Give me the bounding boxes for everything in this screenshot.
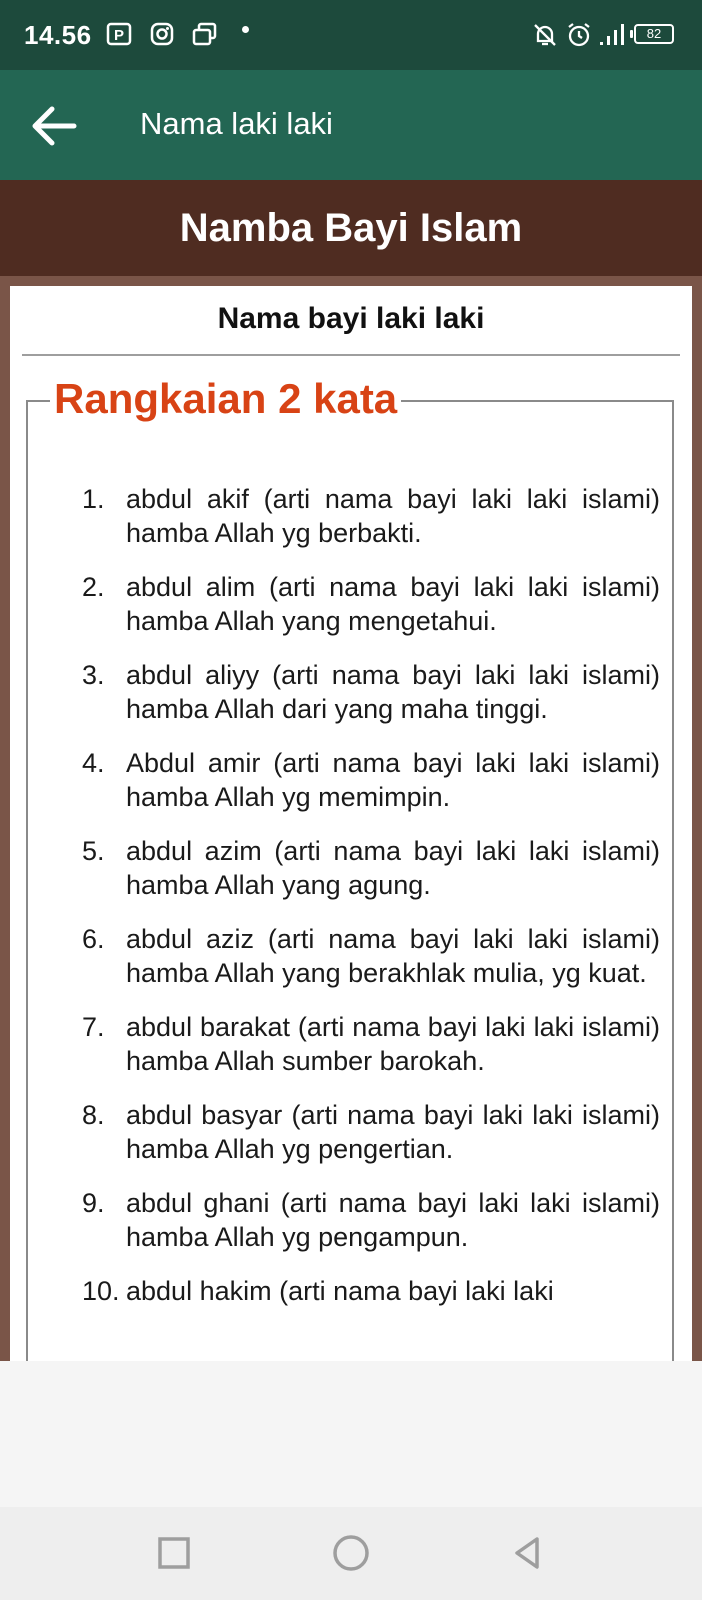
parking-p-icon [106,22,132,46]
item-text: Abdul amir (arti nama bayi laki laki islami) hamba Allah yg memimpin. [126,748,660,812]
home-circle-icon[interactable] [329,1531,373,1575]
list-item [82,834,660,902]
list-item [82,1186,660,1254]
list-item [82,658,660,726]
alarm-icon [566,22,592,48]
instagram-icon [150,22,174,46]
list-item [82,570,660,638]
arrow-left-icon[interactable] [26,98,82,154]
battery-icon: 82 [634,24,674,44]
item-text: abdul basyar (arti nama bayi laki laki islami) hamba Allah yg pengertian. [126,1100,660,1164]
item-text: abdul hakim (arti nama bayi laki laki [126,1276,554,1306]
list-item [82,746,660,814]
item-number: 9. [82,1188,105,1218]
item-number: 10. [82,1276,120,1306]
item-text: abdul akif (arti nama bayi laki laki islami) hamba Allah yg berbakti. [126,484,660,548]
list-item [82,922,660,990]
item-text: abdul azim (arti nama bayi laki laki islami) hamba Allah yang agung. [126,836,660,900]
app-bar [0,70,702,180]
system-nav-bar [0,1507,702,1600]
recents-square-icon[interactable] [152,1531,196,1575]
status-time: 14.56 [24,20,92,50]
divider [22,354,680,356]
signal-icon [598,22,628,48]
page-title: Nama laki laki [140,106,333,141]
item-number: 5. [82,836,105,866]
app-heading: Namba Bayi Islam [0,180,702,276]
item-text: abdul aziz (arti nama bayi laki laki islami) hamba Allah yang berakhlak mulia, yg kuat. [126,924,660,988]
item-text: abdul ghani (arti nama bayi laki laki islami) hamba Allah yg pengampun. [126,1188,660,1252]
item-number: 2. [82,572,105,602]
gallery-icon [192,22,218,46]
empty-area [0,1361,702,1507]
svg-text:P: P [113,27,125,44]
item-text: abdul alim (arti nama bayi laki laki islami) hamba Allah yang mengetahui. [126,572,660,636]
status-bar [0,0,702,70]
item-number: 4. [82,748,105,778]
card-subtitle: Nama bayi laki laki [217,302,485,335]
list-item [82,1274,660,1308]
bell-off-icon [532,22,558,48]
list-item [82,1010,660,1078]
name-list [82,482,660,1328]
item-number: 6. [82,924,105,954]
item-text: abdul aliyy (arti nama bayi laki laki islami) hamba Allah dari yang maha tinggi. [126,660,660,724]
section-title: Rangkaian 2 kata [50,374,401,424]
content-card[interactable] [10,286,692,1361]
list-item [82,1098,660,1166]
item-number: 1. [82,484,105,514]
item-number: 3. [82,660,105,690]
item-number: 7. [82,1012,105,1042]
content-frame [0,180,702,1361]
back-triangle-icon[interactable] [505,1531,549,1575]
item-number: 8. [82,1100,105,1130]
notification-dot [242,26,249,33]
item-text: abdul barakat (arti nama bayi laki laki islami) hamba Allah sumber barokah. [126,1012,660,1076]
list-item [82,482,660,550]
